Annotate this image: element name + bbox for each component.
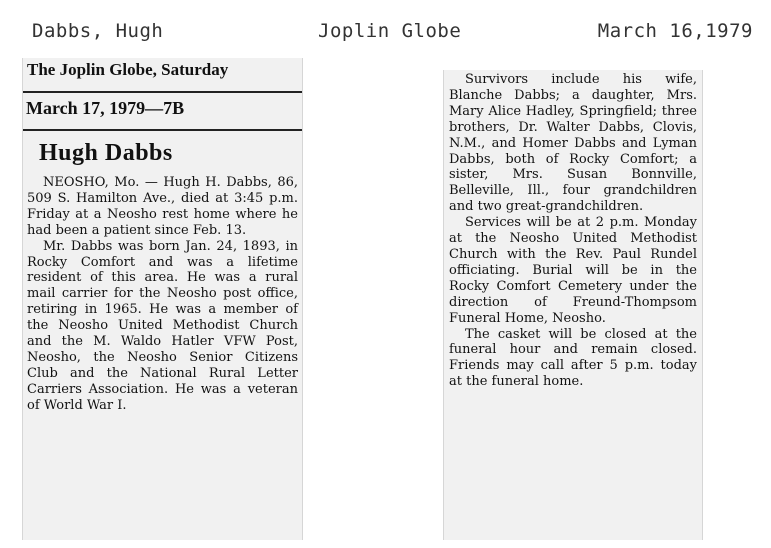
obituary-body-right — [449, 72, 697, 390]
index-card-date: March 16,1979 — [597, 20, 753, 42]
clipping-right-column — [443, 70, 703, 540]
index-card-name: Dabbs, Hugh — [32, 20, 164, 42]
index-card-newspaper: Joplin Globe — [318, 20, 462, 42]
obituary-body-left — [27, 175, 298, 414]
dateline-rule — [23, 129, 302, 131]
newspaper-masthead: The Joplin Globe, Saturday — [27, 60, 229, 79]
page-dateline: March 17, 1979—7B — [26, 98, 185, 118]
clipping-left-column — [22, 58, 303, 540]
paragraph-services: Services will be at 2 p.m. Monday at the Neosho United Methodist Church with the Rev. Paul Rundel officiating. Burial will be in the Rocky Comfort Cemetery under the direction of Freund-Thompsom Funeral Home, Neosho. — [449, 215, 697, 326]
paragraph-biography: Mr. Dabbs was born Jan. 24, 1893, in Rocky Comfort and was a lifetime resident of this area. He was a rural mail carrier for the Neosho post office, retiring in 1965. He was a member of the Neosho United Methodist Church and the M. Waldo Hatler VFW Post, Neosho, the Neosho Senior Citizens Club and the National Rural Letter Carriers Association. He was a veteran of World War I. — [27, 238, 298, 413]
masthead-rule — [23, 91, 302, 93]
obituary-headline: Hugh Dabbs — [39, 140, 173, 166]
paragraph-visitation: The casket will be closed at the funeral hour and remain closed. Friends may call after 5 p.m. today at the funeral home. — [449, 326, 697, 390]
paragraph-survivors: Survivors include his wife, Blanche Dabbs; a daughter, Mrs. Mary Alice Hadley, Springfield; three brothers, Dr. Walter Dabbs, Clovis, N.M., and Homer Dabbs and Lyman Dabbs, both of Rocky Comfort; a sister, Mrs. Susan Bonnville, Belleville, Ill., four grandchildren and two great-grandchildren. — [449, 72, 697, 215]
paragraph-death-notice: NEOSHO, Mo. — Hugh H. Dabbs, 86, 509 S. Hamilton Ave., died at 3:45 p.m. Friday at a Neosho rest home where he had been a patient since Feb. 13. — [27, 175, 298, 238]
